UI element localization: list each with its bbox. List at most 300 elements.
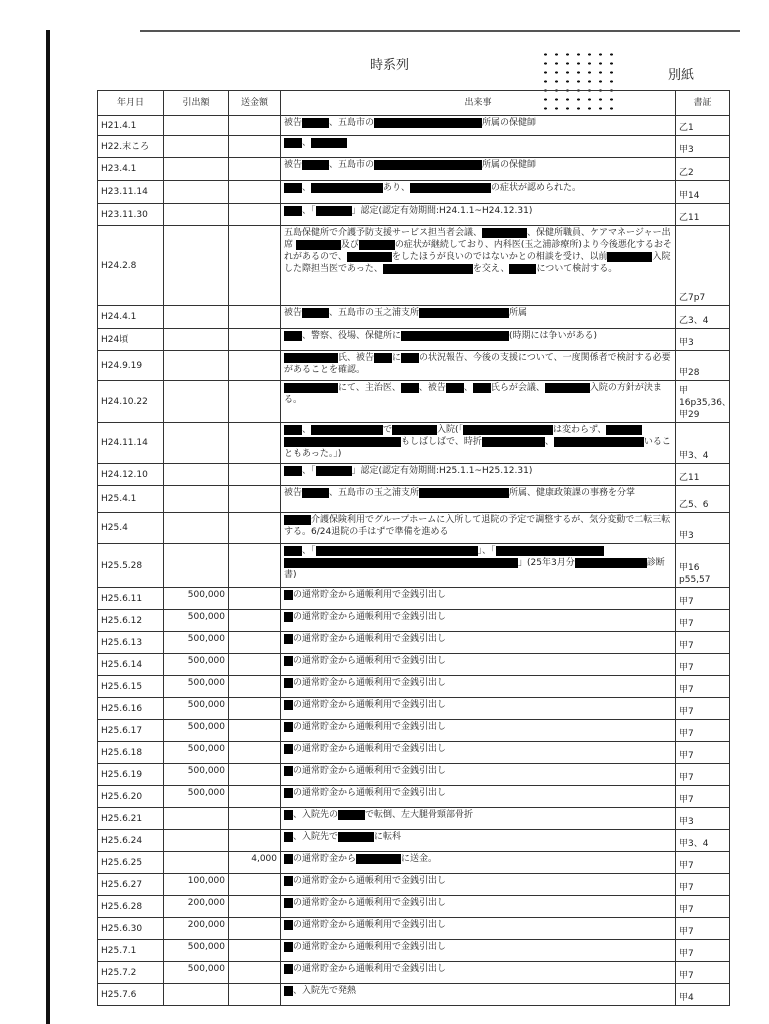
withdrawal-cell: 200,000 <box>164 918 229 940</box>
table-row <box>98 654 730 676</box>
event-text: 所属の保健師 <box>482 118 537 128</box>
event-text: 、「 <box>302 546 316 556</box>
redaction-block <box>284 437 401 447</box>
event-cell <box>281 486 676 513</box>
redaction-block <box>419 488 509 498</box>
redaction-block <box>496 546 604 556</box>
event-text: 、五島市の玉之浦支所 <box>329 308 420 318</box>
evidence-cell: 乙11 <box>676 204 730 226</box>
remittance-cell <box>229 786 281 808</box>
evidence-cell: 甲3、4 <box>676 423 730 464</box>
event-text: 氏らが会議、 <box>490 383 545 393</box>
redaction-block <box>284 353 338 363</box>
event-text: 」認定(認定有効期間:H25.1.1~H25.12.31) <box>351 466 533 476</box>
remittance-cell <box>229 632 281 654</box>
annex-label: 別紙 <box>668 68 695 83</box>
table-row <box>98 306 730 329</box>
event-text: の通常貯金から通帳利用で金銭引出し <box>293 964 447 974</box>
withdrawal-cell <box>164 158 229 181</box>
withdrawal-cell <box>164 306 229 329</box>
redaction-block <box>284 206 302 216</box>
date-cell: H24.2.8 <box>98 226 164 306</box>
redaction-block <box>284 744 293 754</box>
evidence-cell: 甲14 <box>676 181 730 204</box>
event-cell <box>281 136 676 158</box>
withdrawal-cell <box>164 486 229 513</box>
redaction-block <box>284 810 293 820</box>
redaction-block <box>284 331 302 341</box>
redaction-block <box>284 788 293 798</box>
event-text: 、被告 <box>418 383 446 393</box>
redaction-block <box>554 437 644 447</box>
withdrawal-cell <box>164 513 229 544</box>
date-cell: H23.11.14 <box>98 181 164 204</box>
event-text: の通常貯金から通帳利用で金銭引出し <box>293 766 447 776</box>
event-text: の通常貯金から通帳利用で金銭引出し <box>293 678 447 688</box>
table-row <box>98 423 730 464</box>
remittance-cell <box>229 544 281 588</box>
event-text: 、 <box>544 437 554 447</box>
event-cell <box>281 158 676 181</box>
redaction-block <box>401 331 509 341</box>
table-row <box>98 962 730 984</box>
evidence-cell: 甲28 <box>676 351 730 381</box>
withdrawal-cell: 500,000 <box>164 786 229 808</box>
table-row <box>98 698 730 720</box>
table-row <box>98 329 730 351</box>
event-text: 及び <box>340 240 359 250</box>
remittance-cell <box>229 830 281 852</box>
remittance-cell <box>229 742 281 764</box>
event-cell <box>281 742 676 764</box>
date-cell: H25.6.20 <box>98 786 164 808</box>
redaction-block <box>284 466 302 476</box>
evidence-cell: 甲7 <box>676 610 730 632</box>
redaction-block <box>284 678 293 688</box>
evidence-cell: 甲7 <box>676 698 730 720</box>
table-row <box>98 808 730 830</box>
withdrawal-cell: 500,000 <box>164 676 229 698</box>
event-cell <box>281 632 676 654</box>
redaction-block <box>311 183 383 193</box>
withdrawal-cell: 500,000 <box>164 962 229 984</box>
redaction-block <box>284 383 338 393</box>
withdrawal-cell <box>164 116 229 136</box>
timeline-table <box>97 90 730 1006</box>
date-cell: H25.6.24 <box>98 830 164 852</box>
event-text: 、五島市の <box>329 118 375 128</box>
table-row <box>98 830 730 852</box>
event-text: 氏、被告 <box>338 353 375 363</box>
evidence-cell: 乙2 <box>676 158 730 181</box>
redaction-block <box>374 160 482 170</box>
event-cell <box>281 852 676 874</box>
event-cell <box>281 306 676 329</box>
withdrawal-cell <box>164 181 229 204</box>
evidence-cell: 甲7 <box>676 896 730 918</box>
remittance-cell <box>229 329 281 351</box>
withdrawal-cell <box>164 464 229 486</box>
withdrawal-cell: 200,000 <box>164 896 229 918</box>
event-text: 、五島市の玉之浦支所 <box>329 488 420 498</box>
redaction-block <box>284 183 302 193</box>
date-cell: H25.6.12 <box>98 610 164 632</box>
event-text: 」、「 <box>477 546 496 556</box>
redaction-block <box>463 425 553 435</box>
withdrawal-cell <box>164 381 229 423</box>
event-text: の通常貯金から通帳利用で金銭引出し <box>293 634 447 644</box>
withdrawal-cell: 500,000 <box>164 742 229 764</box>
evidence-cell: 甲3 <box>676 513 730 544</box>
redaction-block <box>284 656 293 666</box>
evidence-cell: 甲7 <box>676 676 730 698</box>
remittance-cell <box>229 962 281 984</box>
table-row <box>98 544 730 588</box>
event-text: 、 <box>302 138 312 148</box>
event-text: 入院した際担当医であった、 <box>284 252 671 274</box>
event-text: 被告 <box>284 308 303 318</box>
evidence-cell: 甲3 <box>676 136 730 158</box>
date-cell: H23.4.1 <box>98 158 164 181</box>
event-cell <box>281 808 676 830</box>
remittance-cell <box>229 874 281 896</box>
event-text: の症状が継続しており、内科医(玉之浦診療所)より今後悪化するおそれがあるので、 <box>284 240 672 262</box>
page-edge <box>46 30 50 1024</box>
evidence-cell: 乙5、6 <box>676 486 730 513</box>
event-cell <box>281 896 676 918</box>
table-row <box>98 720 730 742</box>
event-text: 、入院先で <box>293 832 339 842</box>
remittance-cell <box>229 588 281 610</box>
evidence-cell: 乙3、4 <box>676 306 730 329</box>
event-text: もしばしばで、時折 <box>401 437 482 447</box>
evidence-cell: 甲3 <box>676 808 730 830</box>
event-text: 」認定(認定有効期間:H24.1.1~H24.12.31) <box>351 206 533 216</box>
withdrawal-cell <box>164 808 229 830</box>
remittance-cell <box>229 181 281 204</box>
evidence-cell: 甲7 <box>676 654 730 676</box>
table-row <box>98 588 730 610</box>
withdrawal-cell: 500,000 <box>164 698 229 720</box>
redaction-block <box>284 920 293 930</box>
remittance-cell <box>229 226 281 306</box>
event-cell <box>281 226 676 306</box>
evidence-cell: 甲7 <box>676 874 730 896</box>
table-row <box>98 226 730 306</box>
withdrawal-cell <box>164 544 229 588</box>
withdrawal-cell <box>164 226 229 306</box>
event-text: 入院(「 <box>437 425 464 435</box>
table-row <box>98 181 730 204</box>
event-text: にて、主治医、 <box>338 383 401 393</box>
event-text: の通常貯金から通帳利用で金銭引出し <box>293 656 447 666</box>
evidence-cell: 乙1 <box>676 116 730 136</box>
event-cell <box>281 588 676 610</box>
table-row <box>98 381 730 423</box>
redaction-block <box>284 425 302 435</box>
event-text: の通常貯金から <box>293 854 357 864</box>
redaction-block <box>284 634 293 644</box>
remittance-cell <box>229 764 281 786</box>
evidence-cell: 甲16 p55,57 <box>676 544 730 588</box>
event-text: に転科 <box>374 832 402 842</box>
remittance-cell <box>229 940 281 962</box>
date-cell: H25.4 <box>98 513 164 544</box>
redaction-block <box>446 383 464 393</box>
event-text: 被告 <box>284 160 303 170</box>
withdrawal-cell: 500,000 <box>164 588 229 610</box>
withdrawal-cell: 500,000 <box>164 654 229 676</box>
redaction-block <box>338 810 365 820</box>
redaction-block <box>401 353 419 363</box>
date-cell: H25.7.2 <box>98 962 164 984</box>
event-text: に送金。 <box>401 854 438 864</box>
table-row <box>98 940 730 962</box>
event-cell <box>281 764 676 786</box>
event-cell <box>281 423 676 464</box>
withdrawal-cell <box>164 204 229 226</box>
withdrawal-cell: 500,000 <box>164 610 229 632</box>
table-row <box>98 486 730 513</box>
event-text: 入院の方針が決まる。 <box>284 383 662 405</box>
document-title: 時系列 <box>370 58 410 73</box>
date-cell: H25.6.16 <box>98 698 164 720</box>
remittance-cell <box>229 423 281 464</box>
event-text: の通常貯金から通帳利用で金銭引出し <box>293 700 447 710</box>
event-cell <box>281 381 676 423</box>
event-text: の通常貯金から通帳利用で金銭引出し <box>293 788 447 798</box>
event-text: の通常貯金から通帳利用で金銭引出し <box>293 590 447 600</box>
redaction-block <box>356 854 401 864</box>
table-row <box>98 513 730 544</box>
evidence-cell: 甲7 <box>676 786 730 808</box>
redaction-block <box>311 425 383 435</box>
event-text: の通常貯金から通帳利用で金銭引出し <box>293 744 447 754</box>
event-cell <box>281 329 676 351</box>
event-cell <box>281 116 676 136</box>
event-text: 所属、健康政策課の事務を分掌 <box>509 488 636 498</box>
event-cell <box>281 204 676 226</box>
redaction-block <box>509 264 536 274</box>
redaction-block <box>284 590 293 600</box>
remittance-cell <box>229 136 281 158</box>
table-row <box>98 874 730 896</box>
header-remittance: 送金額 <box>229 91 281 116</box>
event-cell <box>281 698 676 720</box>
date-cell: H24.12.10 <box>98 464 164 486</box>
table-row <box>98 984 730 1006</box>
redaction-block <box>607 252 652 262</box>
evidence-cell: 甲3 <box>676 329 730 351</box>
date-cell: H25.6.11 <box>98 588 164 610</box>
date-cell: H25.6.28 <box>98 896 164 918</box>
table-row <box>98 116 730 136</box>
date-cell: H25.5.28 <box>98 544 164 588</box>
event-text: の状況報告、今後の支援について、一度関係者で検討する必要があることを確認。 <box>284 353 671 375</box>
remittance-cell <box>229 654 281 676</box>
redaction-block <box>284 722 293 732</box>
redaction-block <box>302 488 329 498</box>
date-cell: H25.6.14 <box>98 654 164 676</box>
redaction-block <box>473 383 491 393</box>
table-row <box>98 136 730 158</box>
event-text: 、「 <box>302 466 316 476</box>
header-row <box>98 91 730 116</box>
event-cell <box>281 676 676 698</box>
redaction-block <box>316 466 352 476</box>
remittance-cell <box>229 351 281 381</box>
redaction-block <box>606 425 642 435</box>
event-text: 被告 <box>284 488 303 498</box>
event-text: 、五島市の <box>329 160 375 170</box>
evidence-cell: 甲7 <box>676 742 730 764</box>
redaction-block <box>401 383 419 393</box>
withdrawal-cell <box>164 136 229 158</box>
remittance-cell <box>229 116 281 136</box>
redaction-block <box>311 138 347 148</box>
event-text: 、「 <box>302 206 316 216</box>
evidence-cell: 甲7 <box>676 918 730 940</box>
date-cell: H24.9.19 <box>98 351 164 381</box>
withdrawal-cell: 500,000 <box>164 632 229 654</box>
event-cell <box>281 513 676 544</box>
remittance-cell <box>229 158 281 181</box>
event-cell <box>281 464 676 486</box>
redaction-block <box>338 832 374 842</box>
event-cell <box>281 940 676 962</box>
event-text: 、保健所職員、ケアマネージャー出席 <box>284 228 671 250</box>
remittance-cell <box>229 610 281 632</box>
evidence-cell: 乙7p7 <box>676 226 730 306</box>
header-event: 出来事 <box>281 91 676 116</box>
event-text: 、入院先で発熱 <box>293 986 357 996</box>
event-cell <box>281 181 676 204</box>
event-cell <box>281 962 676 984</box>
event-text: に <box>392 353 402 363</box>
redaction-block <box>284 546 302 556</box>
event-cell <box>281 918 676 940</box>
remittance-cell <box>229 698 281 720</box>
withdrawal-cell <box>164 984 229 1006</box>
date-cell: H25.6.27 <box>98 874 164 896</box>
redaction-block <box>545 383 590 393</box>
date-cell: H25.4.1 <box>98 486 164 513</box>
redaction-block <box>284 612 293 622</box>
event-text: の通常貯金から通帳利用で金銭引出し <box>293 942 447 952</box>
date-cell: H25.6.18 <box>98 742 164 764</box>
withdrawal-cell: 500,000 <box>164 764 229 786</box>
event-cell <box>281 874 676 896</box>
date-cell: H25.7.1 <box>98 940 164 962</box>
redaction-block <box>482 228 527 238</box>
evidence-cell: 甲7 <box>676 940 730 962</box>
remittance-cell: 4,000 <box>229 852 281 874</box>
date-cell: H25.6.21 <box>98 808 164 830</box>
date-cell: H25.7.6 <box>98 984 164 1006</box>
evidence-cell: 甲3、4 <box>676 830 730 852</box>
withdrawal-cell <box>164 351 229 381</box>
event-text: 」(25年3月分 <box>518 558 575 568</box>
redaction-block <box>302 118 329 128</box>
redaction-block <box>392 425 437 435</box>
remittance-cell <box>229 306 281 329</box>
redaction-block <box>284 558 518 568</box>
date-cell: H25.6.19 <box>98 764 164 786</box>
date-cell: H23.11.30 <box>98 204 164 226</box>
table-row <box>98 896 730 918</box>
redaction-block <box>359 240 395 250</box>
event-cell <box>281 786 676 808</box>
event-text: 、 <box>302 425 312 435</box>
redaction-block <box>410 183 491 193</box>
scan-line <box>140 30 740 32</box>
redaction-block <box>482 437 545 447</box>
date-cell: H25.6.25 <box>98 852 164 874</box>
evidence-cell: 甲7 <box>676 764 730 786</box>
remittance-cell <box>229 896 281 918</box>
date-cell: H24.4.1 <box>98 306 164 329</box>
event-text: いることもあった。」) <box>284 437 671 459</box>
redaction-block <box>284 854 293 864</box>
withdrawal-cell <box>164 423 229 464</box>
event-text: で転倒、左大腿骨頸部骨折 <box>365 810 474 820</box>
redaction-block <box>383 264 473 274</box>
redaction-block <box>419 308 509 318</box>
remittance-cell <box>229 464 281 486</box>
table-row <box>98 786 730 808</box>
redaction-block <box>302 160 329 170</box>
event-cell <box>281 610 676 632</box>
event-text: 、 <box>463 383 473 393</box>
event-text: 診断書) <box>284 558 665 580</box>
event-cell <box>281 720 676 742</box>
table-row <box>98 464 730 486</box>
redaction-block <box>284 766 293 776</box>
event-text: 、 <box>302 183 312 193</box>
table-row <box>98 852 730 874</box>
event-text: 五島保健所で介護予防支援サービス担当者会議、 <box>284 228 483 238</box>
event-text: 所属の保健師 <box>482 160 537 170</box>
table-row <box>98 632 730 654</box>
redaction-block <box>316 206 352 216</box>
withdrawal-cell <box>164 830 229 852</box>
remittance-cell <box>229 513 281 544</box>
remittance-cell <box>229 808 281 830</box>
withdrawal-cell <box>164 852 229 874</box>
remittance-cell <box>229 984 281 1006</box>
evidence-cell: 甲16p35,36、甲29 <box>676 381 730 423</box>
event-cell <box>281 654 676 676</box>
date-cell: H24頃 <box>98 329 164 351</box>
remittance-cell <box>229 381 281 423</box>
event-text: の通常貯金から通帳利用で金銭引出し <box>293 876 447 886</box>
redaction-block <box>284 700 293 710</box>
evidence-cell: 甲7 <box>676 852 730 874</box>
table-row <box>98 764 730 786</box>
redaction-block <box>284 832 293 842</box>
remittance-cell <box>229 204 281 226</box>
event-text: の通常貯金から通帳利用で金銭引出し <box>293 898 447 908</box>
event-text: 介護保険利用でグループホームに入所して退院の予定で調整するが、気分変動で二転三転する。6/24退院の手はずで準備を進める <box>284 515 671 537</box>
withdrawal-cell: 100,000 <box>164 874 229 896</box>
event-text: 、入院先の <box>293 810 339 820</box>
date-cell: H25.6.17 <box>98 720 164 742</box>
evidence-cell: 甲7 <box>676 720 730 742</box>
date-cell: H25.6.15 <box>98 676 164 698</box>
withdrawal-cell: 500,000 <box>164 720 229 742</box>
event-text: 所属 <box>509 308 528 318</box>
redaction-block <box>284 515 311 525</box>
